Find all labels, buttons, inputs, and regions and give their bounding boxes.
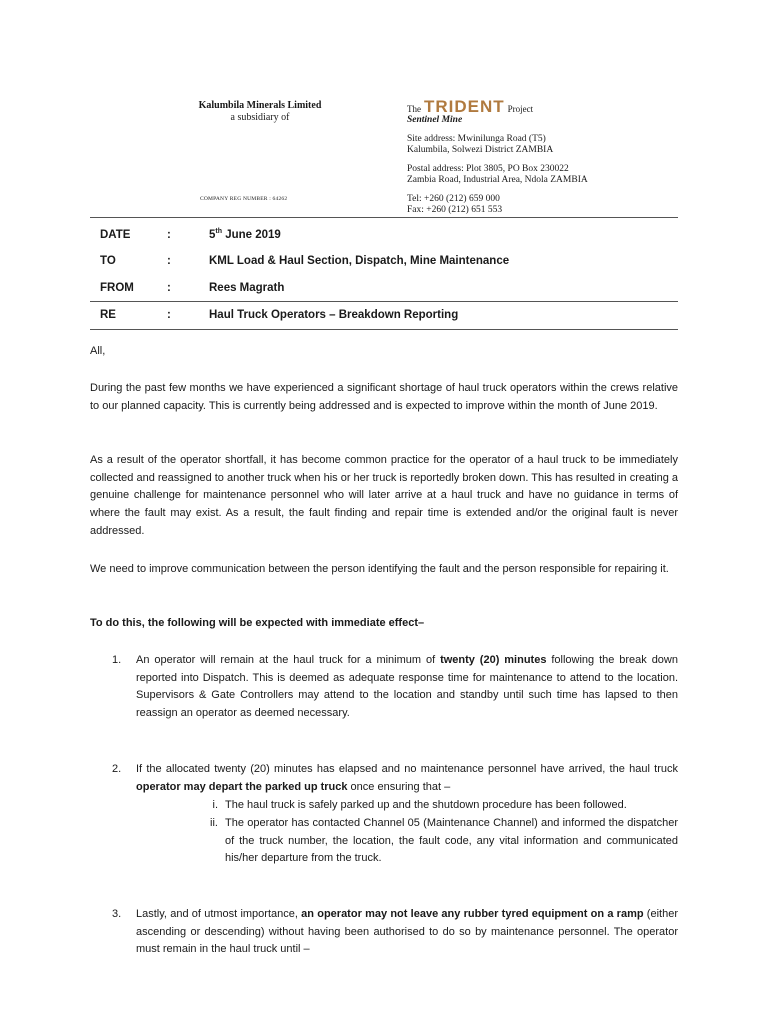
salutation: All, <box>90 345 106 357</box>
paragraph-3-text: We need to improve communication between the person identifying the fault and the person responsible for repairing it. <box>90 563 669 575</box>
list-item-3 <box>90 906 678 959</box>
re-value: Haul Truck Operators – Breakdown Reporting <box>209 309 459 321</box>
postal-address-line-2: Zambia Road, Industrial Area, Ndola ZAMBIA <box>407 175 588 185</box>
sub-item-i <box>202 797 678 815</box>
date-value <box>209 227 281 243</box>
divider-middle <box>90 301 678 302</box>
list-item-1-post: following the break down reported into Dispatch. This is deemed as adequate response time for maintenance to attend to the location. Supervisors & Gate Controllers may attend to the location and standby until such time has lapsed to then reassign an operator as deemed necessary. <box>136 654 678 720</box>
list-item-3-bold: an operator may not leave any rubber tyred equipment on a ramp <box>301 908 644 920</box>
list-item-1-pre: An operator will remain at the haul truck for a minimum of <box>136 654 441 666</box>
letterhead-company-block <box>150 100 370 124</box>
site-address <box>407 134 588 156</box>
from-label: FROM <box>100 282 134 294</box>
re-colon: : <box>167 309 171 321</box>
site-address-line-1: Site address: Mwinilunga Road (T5) <box>407 134 546 144</box>
from-value: Rees Magrath <box>209 282 285 294</box>
list-item-3-number: 3. <box>112 908 122 920</box>
date-colon: : <box>167 229 171 241</box>
site-address-line-2: Kalumbila, Solwezi District ZAMBIA <box>407 145 554 155</box>
list-item-2 <box>90 761 678 796</box>
paragraph-1 <box>90 380 678 415</box>
sub-item-i-number: i. <box>212 799 218 811</box>
paragraph-1-text: During the past few months we have experienced a significant shortage of haul truck operators within the crews relative to our planned capacity. This is currently being addressed and is expected to improve within the month of June 2019. <box>90 382 678 412</box>
re-label: RE <box>100 309 116 321</box>
trident-logo <box>407 95 588 115</box>
date-ordinal: th <box>215 228 223 236</box>
list-item-3-text <box>136 906 678 959</box>
paragraph-2 <box>90 452 678 541</box>
list-item-1-number: 1. <box>112 654 122 666</box>
contact-numbers <box>407 194 588 216</box>
list-item-2-number: 2. <box>112 763 122 775</box>
sub-item-ii <box>202 815 678 868</box>
logo-prefix: The <box>407 104 421 114</box>
paragraph-3 <box>90 561 678 579</box>
company-name: Kalumbila Minerals Limited <box>198 100 322 111</box>
sub-item-ii-text: The operator has contacted Channel 05 (Maintenance Channel) and informed the dispatcher of the truck number, the location, the fault code, any vital information and communicated his/her departure from the truck. <box>225 817 678 865</box>
lead-in: To do this, the following will be expected with immediate effect– <box>90 617 425 629</box>
paragraph-2-text: As a result of the operator shortfall, it has become common practice for the operator of a haul truck to be immediately collected and reassigned to another truck when his or her truck is reportedly broken down. This has resulted in creating a genuine challenge for maintenance personnel who will later arrive at a haul truck and have no guidance in terms of where the fault may exist. As a result, the fault finding and repair time is extended and/or the original fault is never addressed. <box>90 454 679 537</box>
list-item-1-text <box>136 652 678 723</box>
from-colon: : <box>167 282 171 294</box>
logo-brand: TRIDENT <box>424 97 505 116</box>
divider-top <box>90 217 678 218</box>
list-item-2-post: once ensuring that – <box>347 780 451 793</box>
list-item-1-bold: twenty (20) minutes <box>440 654 547 666</box>
to-colon: : <box>167 255 171 267</box>
list-item-3-pre: Lastly, and of utmost importance, <box>136 908 302 920</box>
date-day: 5 <box>209 229 216 241</box>
mine-name: Sentinel Mine <box>407 115 463 125</box>
sub-item-ii-number: ii. <box>210 817 218 829</box>
date-label: DATE <box>100 229 131 241</box>
postal-address <box>407 164 588 186</box>
list-item-1 <box>90 652 678 723</box>
fax: Fax: +260 (212) 651 553 <box>407 205 503 215</box>
to-value: KML Load & Haul Section, Dispatch, Mine Maintenance <box>209 255 510 267</box>
list-item-2-pre: If the allocated twenty (20) minutes has elapsed and no maintenance personnel have arrived, the haul truck <box>136 763 678 775</box>
divider-bottom <box>90 329 678 330</box>
date-month-year: June 2019 <box>222 229 281 241</box>
postal-address-line-1: Postal address: Plot 3805, PO Box 230022 <box>407 164 569 174</box>
telephone: Tel: +260 (212) 659 000 <box>407 194 500 204</box>
letterhead-project-block <box>407 95 588 216</box>
to-label: TO <box>100 255 116 267</box>
company-reg-number: COMPANY REG NUMBER : 64262 <box>200 196 288 202</box>
logo-suffix: Project <box>507 104 534 114</box>
sub-item-i-text: The haul truck is safely parked up and the shutdown procedure has been followed. <box>225 799 627 811</box>
subsidiary-text: a subsidiary of <box>230 112 290 123</box>
list-item-3-post: (either ascending or descending) without having been authorised to do so by maintenance personnel. The operator must remain in the haul truck until – <box>136 908 678 956</box>
list-item-2-text <box>136 761 678 796</box>
list-item-2-bold: operator may depart the parked up truck <box>136 780 348 793</box>
